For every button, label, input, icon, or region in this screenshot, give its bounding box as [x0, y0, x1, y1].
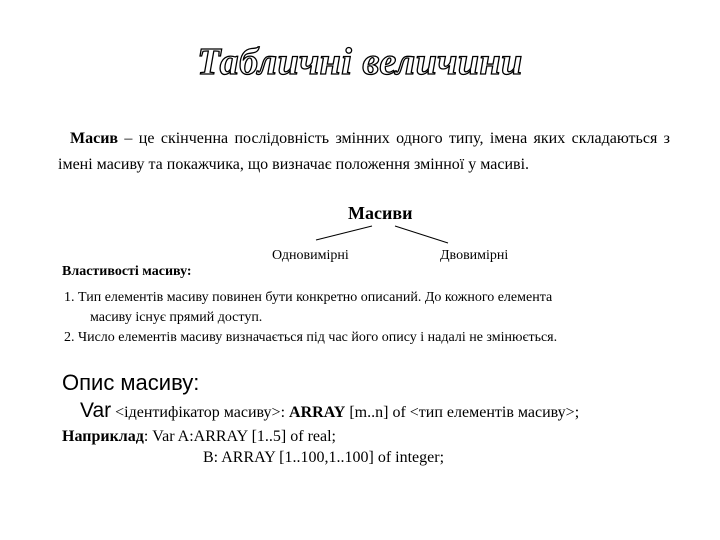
property-item-1-line-1: 1. Тип елементів масиву повинен бути конкретно описаний. До кожного елемента — [64, 290, 553, 305]
tree-line-right — [395, 226, 448, 243]
tree-child-one-dimensional: Одновимірні — [272, 248, 349, 263]
syntax-part-2: [m..n] of <тип елементів масиву>; — [345, 404, 580, 421]
properties-heading: Властивості масиву: — [62, 264, 192, 279]
property-item-1-line-2: масиву існує прямий доступ. — [90, 310, 263, 325]
page-title: Табличні величини — [197, 41, 523, 83]
tree-root-label: Масиви — [348, 203, 413, 223]
example-line-1 — [62, 428, 336, 446]
syntax-line — [80, 399, 579, 423]
example-line-2: B: ARRAY [1..100,1..100] of integer; — [203, 449, 445, 466]
property-item-2: 2. Число елементів масиву визначається під час його опису і надалі не змінюється. — [64, 330, 558, 345]
definition-text: – це скінченна послідовність змінних одного типу, імена яких складаються з імені масиву та покажчика, що визначає положення змінної у масиві. — [58, 130, 670, 173]
keyword-var: Var — [80, 399, 112, 422]
definition-term: Масив — [70, 130, 119, 147]
example-label: Наприклад — [62, 428, 144, 445]
example-code-1: : Var A:ARRAY [1..5] of real; — [143, 428, 336, 445]
keyword-array: ARRAY — [289, 404, 346, 421]
description-heading: Опис масиву: — [62, 370, 200, 395]
tree-child-two-dimensional: Двовимірні — [440, 248, 509, 263]
syntax-part-1: <ідентифікатор масиву>: — [111, 404, 290, 421]
tree-line-left — [316, 226, 372, 240]
